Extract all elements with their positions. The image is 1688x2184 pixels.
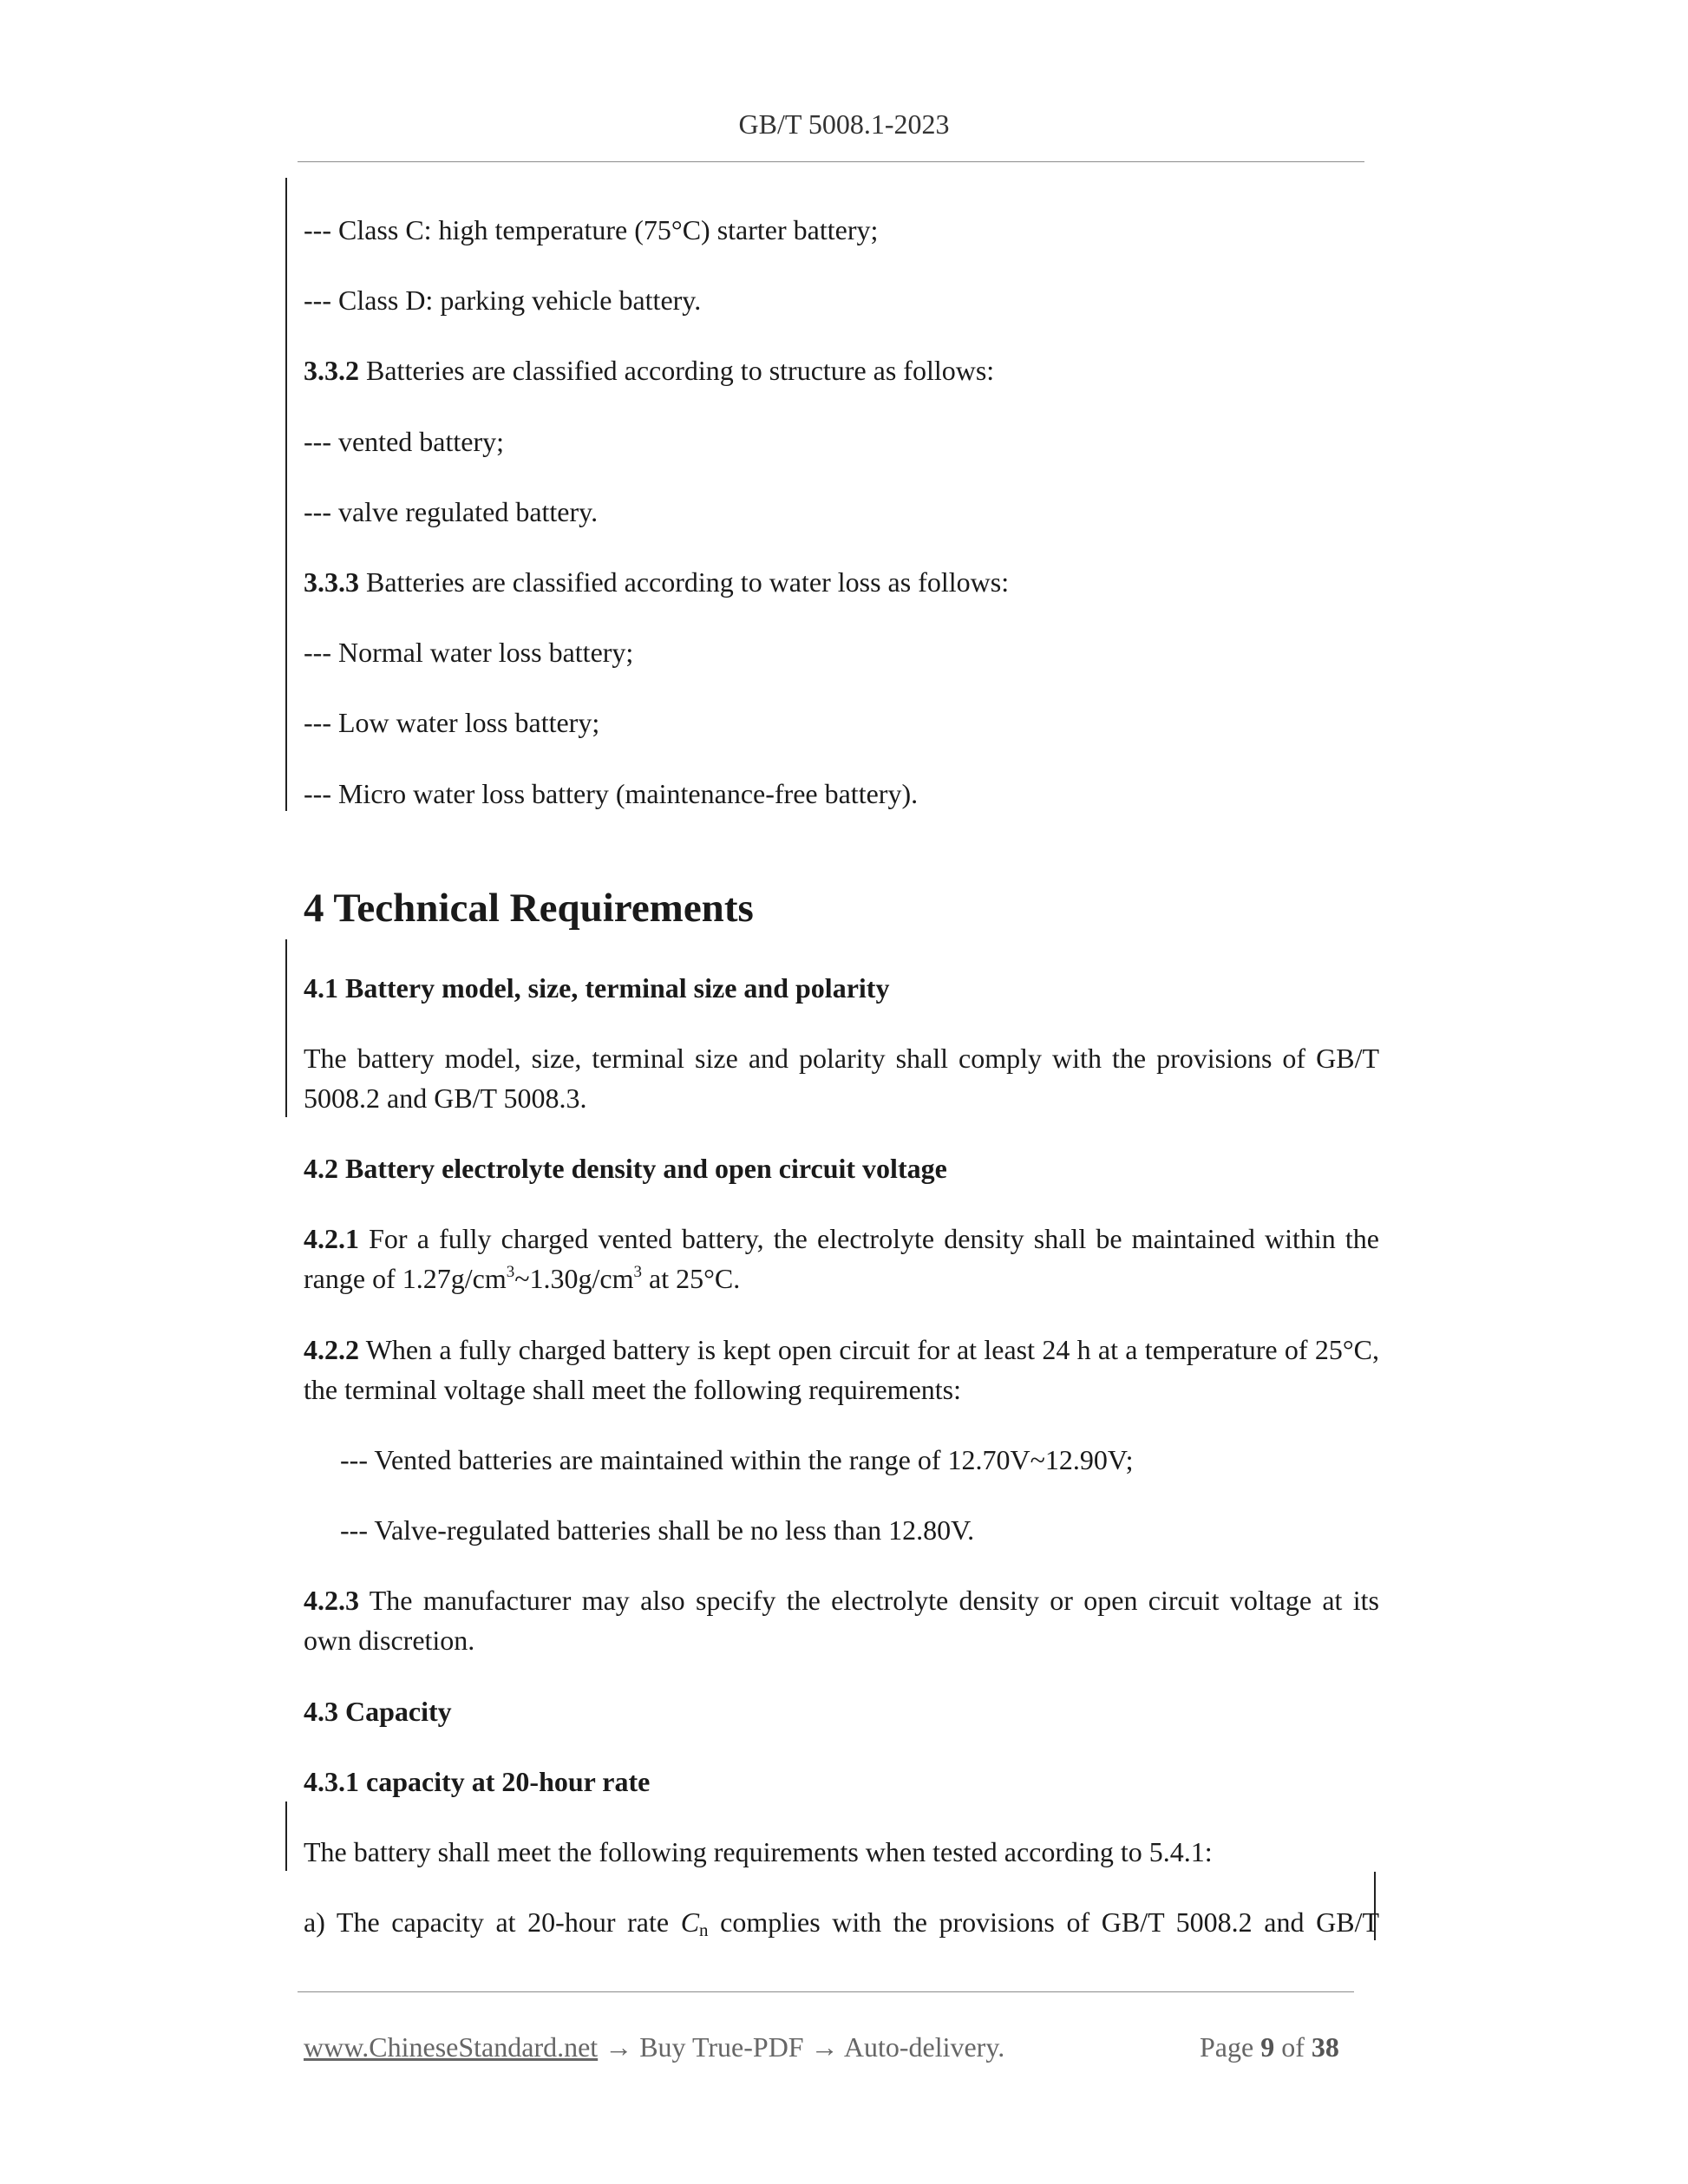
clause-text: When a fully charged battery is kept open circuit for at least 24 h at a temperature of 25°C, the terminal voltage shall meet the following requirements: <box>304 1334 1379 1405</box>
clause-3-3-3 <box>304 562 1009 602</box>
section-heading: 4 Technical Requirements <box>304 886 754 931</box>
clause-number: 3.3.3 <box>304 566 359 598</box>
subsection-heading-4-3-1: 4.3.1 capacity at 20-hour rate <box>304 1766 651 1797</box>
current-page: 9 <box>1260 2031 1275 2063</box>
clause-number: 3.3.2 <box>304 355 359 386</box>
clause-4-2-3 <box>304 1580 1379 1660</box>
list-item-class-c: --- Class C: high temperature (75°C) starter battery; <box>304 214 879 245</box>
paragraph-4-1: The battery model, size, terminal size and polarity shall comply with the provisions of GB/T 5008.2 and GB/T 5008.3. <box>304 1043 1379 1114</box>
clause-4-2-2 <box>304 1330 1379 1409</box>
clause-number: 4.2.2 <box>304 1334 359 1365</box>
paragraph-4-3-1: The battery shall meet the following requirements when tested according to 5.4.1: <box>304 1836 1213 1867</box>
page-number: Page 9 of 38 <box>1200 2031 1339 2063</box>
clause-number: 4.2.3 <box>304 1585 359 1616</box>
arrow-icon: → <box>810 2031 839 2063</box>
list-item-class-d: --- Class D: parking vehicle battery. <box>304 284 702 316</box>
list-item-micro-water-loss: --- Micro water loss battery (maintenance-free battery). <box>304 778 919 809</box>
capacity-symbol: C <box>680 1906 700 1938</box>
change-bar <box>285 939 287 1117</box>
subsection-heading-4-1: 4.1 Battery model, size, terminal size and polarity <box>304 972 890 1004</box>
clause-4-2-1: 4.2.1 For a fully charged vented battery, the electrolyte density shall be maintained within the range of $1.27g/cm^3\sim 1.30g/cm^3$ at 25°C. <box>304 1223 1379 1294</box>
subsection-heading-4-2: 4.2 Battery electrolyte density and open circuit voltage <box>304 1153 947 1184</box>
change-bar <box>285 1801 287 1871</box>
clause-number: 4.2.1 <box>304 1223 359 1254</box>
list-item-a: a) The capacity at 20-hour rate $C_n$ complies with the provisions of GB/T 5008.2 and GB/T <box>304 1906 1380 1940</box>
footer-promo: www.ChineseStandard.net → Buy True-PDF → Auto-delivery. <box>304 2031 1005 2063</box>
list-item-valve-requirement: --- Valve-regulated batteries shall be no less than 12.80V. <box>340 1514 975 1546</box>
clause-text: Batteries are classified according to structure as follows: <box>359 355 995 386</box>
footer-divider <box>298 1991 1354 1992</box>
clause-3-3-2 <box>304 350 994 390</box>
list-item-vented: --- vented battery; <box>304 426 504 457</box>
list-item-vented-requirement: --- Vented batteries are maintained within the range of 12.70V~12.90V; <box>340 1444 1134 1475</box>
footer-website-link[interactable]: www.ChineseStandard.net <box>304 2031 599 2063</box>
clause-text: The manufacturer may also specify the electrolyte density or open circuit voltage at its own discretion. <box>304 1585 1379 1656</box>
header-divider <box>298 161 1364 162</box>
subsection-heading-4-3: 4.3 Capacity <box>304 1696 452 1727</box>
header-title: GB/T 5008.1-2023 <box>738 108 950 140</box>
clause-text: Batteries are classified according to water loss as follows: <box>359 566 1010 598</box>
total-pages: 38 <box>1311 2031 1339 2063</box>
list-item-valve: --- valve regulated battery. <box>304 496 599 527</box>
list-item-normal-water-loss: --- Normal water loss battery; <box>304 637 634 668</box>
change-bar <box>285 178 287 811</box>
list-item-low-water-loss: --- Low water loss battery; <box>304 707 600 738</box>
arrow-icon: → <box>605 2031 633 2063</box>
